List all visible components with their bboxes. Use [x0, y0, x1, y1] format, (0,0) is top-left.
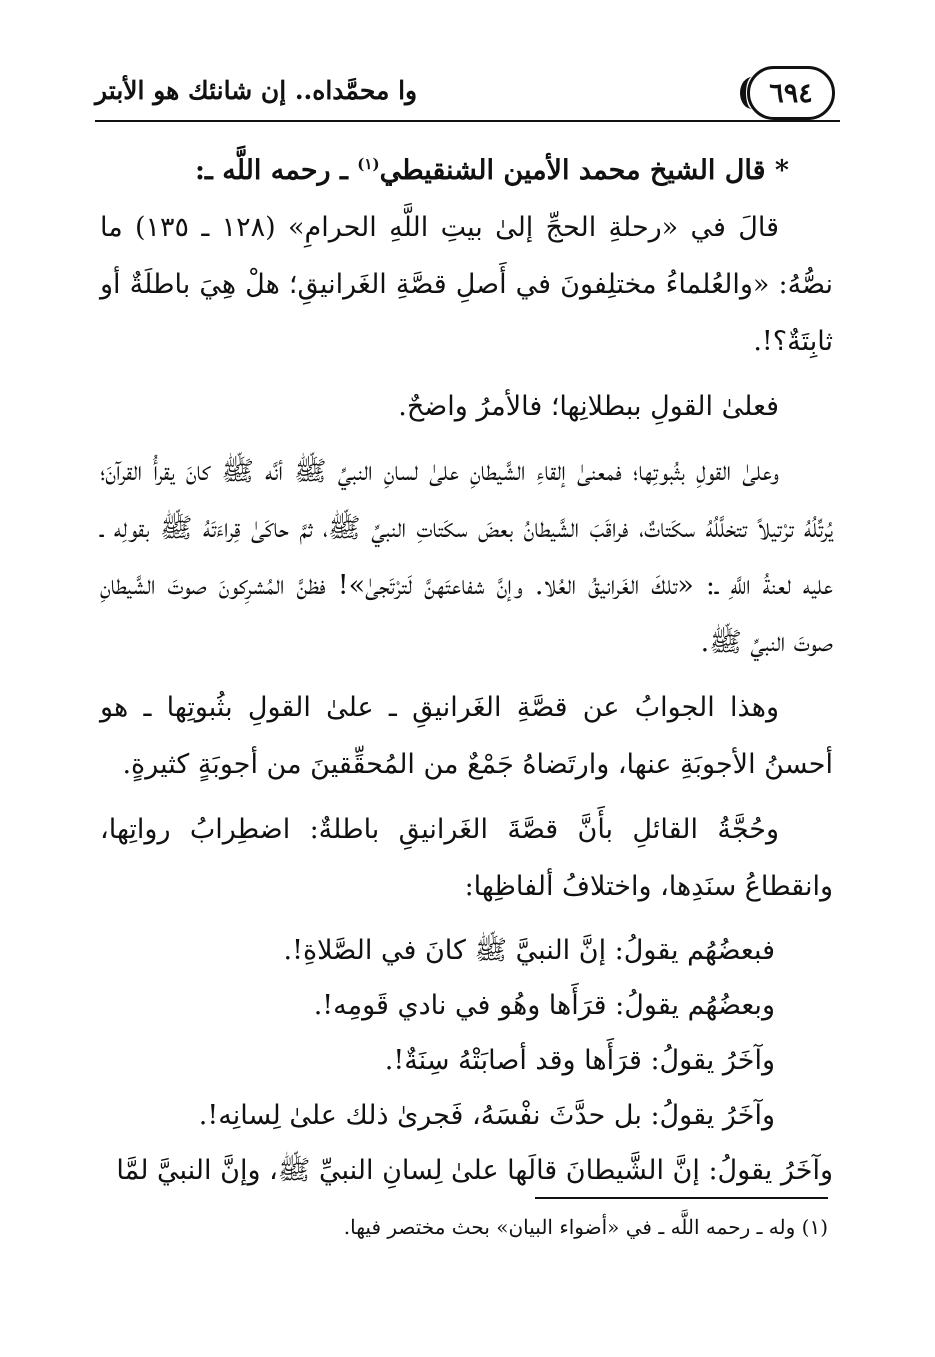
running-title: وا محمَّداه.. إن شانئك هو الأبتر — [95, 76, 418, 105]
footnote-rule — [535, 1197, 828, 1199]
paragraph: وعلىٰ القولِ بثُبوتِها؛ فمعنىٰ إلقاءِ الشَّيطانِ علىٰ لسانِ النبيِّ ﷺ أنَّه ﷺ كانَ يقرأُ القرآنَ؛ يُرتِّلُهُ ترْتيلاً تتخلَّلُهُ سكَتاتٌ، فراقَبَ الشَّيطانُ بعضَ سكَتاتِ النبيِّ ﷺ، ثمَّ حاكَىٰ قِراءَتَهُ ﷺ بقولِه ـ عليه لعنةُ اللَّهِ ـ: «تلكَ الغَرانيقُ العُلا. وإنَّ شفاعتَهنَّ لَترْتَجىٰ»! فظنَّ المُشرِكونَ صوتَ الشَّيطانِ صوتَ النبيِّ ﷺ. — [100, 456, 833, 658]
quote-line: وآخَرُ يقولُ: بل حدَّثَ نفْسَهُ، فَجرىٰ ذلك علىٰ لِسانِه!. — [198, 1100, 775, 1131]
heading-suffix: ـ رحمه اللَّه ـ: — [194, 155, 358, 186]
paragraph: قالَ في «رحلةِ الحجِّ إلىٰ بيتِ اللَّهِ الحرامِ» (١٢٨ ـ ١٣٥) ما نصُّهُ: «والعُلماءُ مختلِفونَ في أَصلِ قصَّةِ الغَرانيقِ؛ هلْ هِيَ باطلَةٌ أو ثابِتَةٌ؟!. — [100, 212, 833, 357]
page-header — [95, 62, 835, 124]
footnote-marker: (١) — [357, 155, 380, 173]
header-rule — [95, 120, 840, 122]
quote-line: وآخَرُ يقولُ: قرَأَها وقد أصابَتْهُ سِنَةٌ!. — [384, 1045, 775, 1076]
quote-line: وآخَرُ يقولُ: إنَّ الشَّيطانَ قالَها علىٰ لِسانِ النبيِّ ﷺ، وإنَّ النبيَّ لمَّا — [116, 1155, 833, 1186]
main-text — [100, 142, 833, 1198]
paragraph: وهذا الجوابُ عن قصَّةِ الغَرانيقِ ـ علىٰ القولِ بثُبوتِها ـ هو أحسنُ الأجوبَةِ عنها، وارتَضاهُ جَمْعٌ من المُحقِّقينَ من أجوبَةٍ كثيرةٍ. — [100, 692, 833, 780]
heading-text: * قال الشيخ محمد الأمين الشنقيطي — [379, 155, 789, 186]
section-heading — [100, 142, 833, 193]
page-number: ٦٩٤ — [747, 66, 835, 120]
paragraph: وحُجَّةُ القائلِ بأَنَّ قصَّةَ الغَرانيقِ باطلةٌ: اضطِرابُ رواتِها، وانقطاعُ سنَدِها، واختلافُ ألفاظِها: — [100, 814, 833, 902]
footnote: (١) وله ـ رحمه اللَّه ـ في «أضواء البيان» بحث مختصر فيها. — [343, 1215, 828, 1239]
paragraph: فعلىٰ القولِ ببطلانِها؛ فالأمرُ واضحٌ. — [398, 391, 779, 422]
quote-line: فبعضُهُم يقولُ: إنَّ النبيَّ ﷺ كانَ في الصَّلاةِ!. — [283, 935, 775, 966]
quote-line: وبعضُهُم يقولُ: قرَأَها وهُو في نادي قَومِه!. — [313, 990, 775, 1021]
